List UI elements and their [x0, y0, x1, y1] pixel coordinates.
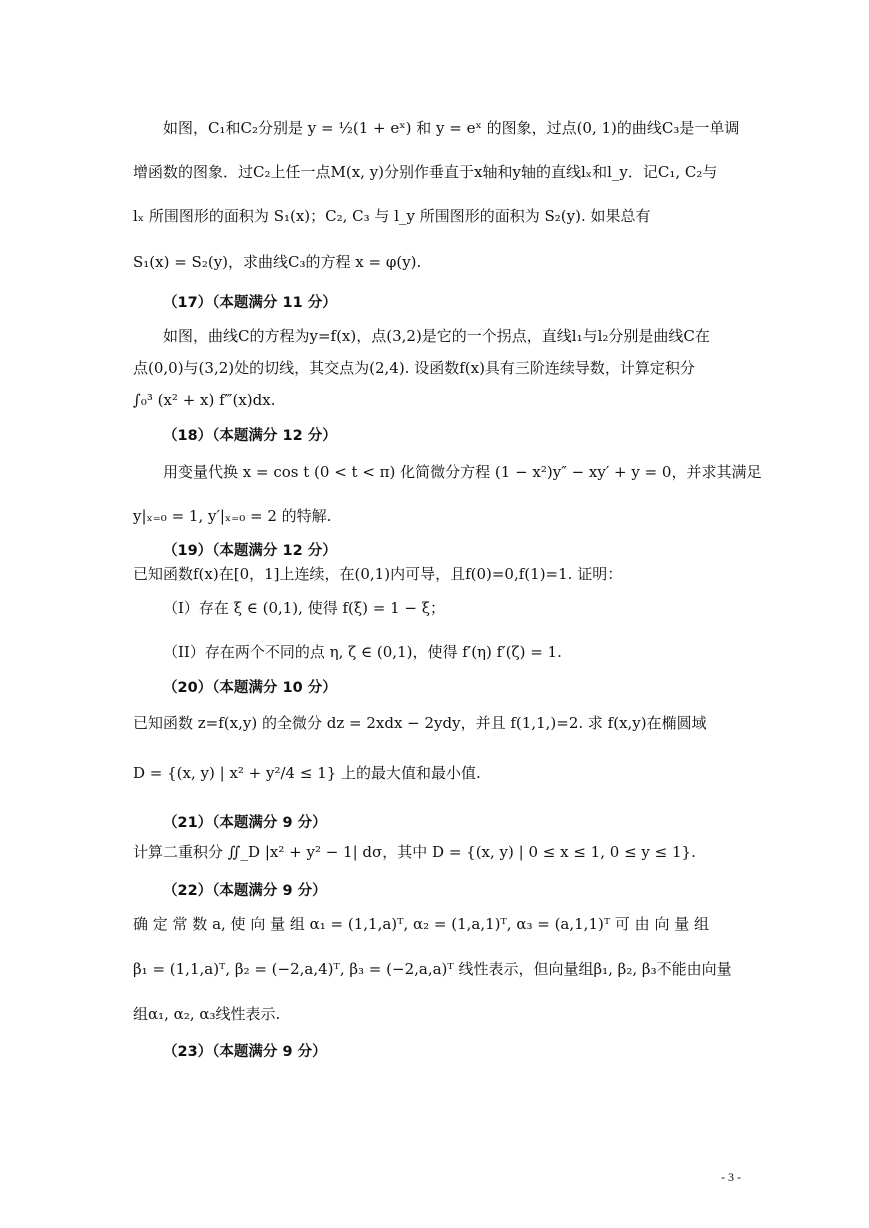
problem-heading-22: （22）（本题满分 9 分）: [163, 883, 327, 899]
paragraph-line: 如图，C₁和C₂分别是 y = ½(1 + eˣ) 和 y = eˣ 的图象，过点(0, 1)的曲线C₃是一单调: [163, 119, 740, 137]
paragraph-line: 增函数的图象．过C₂上任一点M(x, y)分别作垂直于x轴和y轴的直线lₓ和l_y．记C₁, C₂与: [133, 163, 718, 181]
paragraph-line: （I）存在 ξ ∈ (0,1), 使得 f(ξ) = 1 − ξ；: [163, 599, 445, 617]
page-number: - 3 -: [721, 1170, 741, 1184]
problem-heading-19: （19）（本题满分 12 分）: [163, 543, 337, 559]
paragraph-line: 已知函数 z=f(x,y) 的全微分 dz = 2xdx − 2ydy，并且 f(1,1,)=2. 求 f(x,y)在椭圆域: [133, 714, 707, 732]
problem-heading-21: （21）（本题满分 9 分）: [163, 815, 327, 831]
problem-heading-23: （23）（本题满分 9 分）: [163, 1044, 327, 1060]
paragraph-line: 点(0,0)与(3,2)处的切线，其交点为(2,4). 设函数f(x)具有三阶连续导数，计算定积分: [133, 359, 695, 377]
paragraph-line: S₁(x) = S₂(y)，求曲线C₃的方程 x = φ(y).: [133, 253, 422, 271]
formula-line: ∫₀³ (x² + x) f‴(x)dx.: [133, 391, 276, 409]
problem-heading-20: （20）（本题满分 10 分）: [163, 680, 337, 696]
paragraph-line: β₁ = (1,1,a)ᵀ, β₂ = (−2,a,4)ᵀ, β₃ = (−2,a,a)ᵀ 线性表示，但向量组β₁, β₂, β₃不能由向量: [133, 960, 732, 978]
paragraph-line: 已知函数f(x)在[0，1]上连续，在(0,1)内可导，且f(0)=0,f(1)=1. 证明：: [133, 565, 623, 583]
paragraph-line: （II）存在两个不同的点 η, ζ ∈ (0,1)，使得 f′(η) f′(ζ) = 1.: [163, 643, 562, 661]
paragraph-line: 计算二重积分 ∬_D |x² + y² − 1| dσ，其中 D = {(x, y) | 0 ≤ x ≤ 1, 0 ≤ y ≤ 1}.: [133, 843, 696, 861]
formula-line: D = {(x, y) | x² + y²/4 ≤ 1} 上的最大值和最小值.: [133, 764, 481, 782]
problem-heading-18: （18）（本题满分 12 分）: [163, 428, 337, 444]
paragraph-line: 确 定 常 数 a, 使 向 量 组 α₁ = (1,1,a)ᵀ, α₂ = (1,a,1)ᵀ, α₃ = (a,1,1)ᵀ 可 由 向 量 组: [133, 915, 709, 933]
paragraph-line: 用变量代换 x = cos t (0 < t < π) 化简微分方程 (1 − x²)y″ − xy′ + y = 0，并求其满足: [163, 463, 762, 481]
problem-heading-17: （17）（本题满分 11 分）: [163, 295, 337, 311]
paragraph-line: lₓ 所围图形的面积为 S₁(x)；C₂, C₃ 与 l_y 所围图形的面积为 S₂(y). 如果总有: [133, 207, 651, 225]
formula-line: y|ₓ₌₀ = 1, y′|ₓ₌₀ = 2 的特解.: [133, 507, 332, 525]
paragraph-line: 如图，曲线C的方程为y=f(x)，点(3,2)是它的一个拐点，直线l₁与l₂分别是曲线C在: [163, 327, 710, 345]
paragraph-line: 组α₁, α₂, α₃线性表示.: [133, 1005, 281, 1023]
